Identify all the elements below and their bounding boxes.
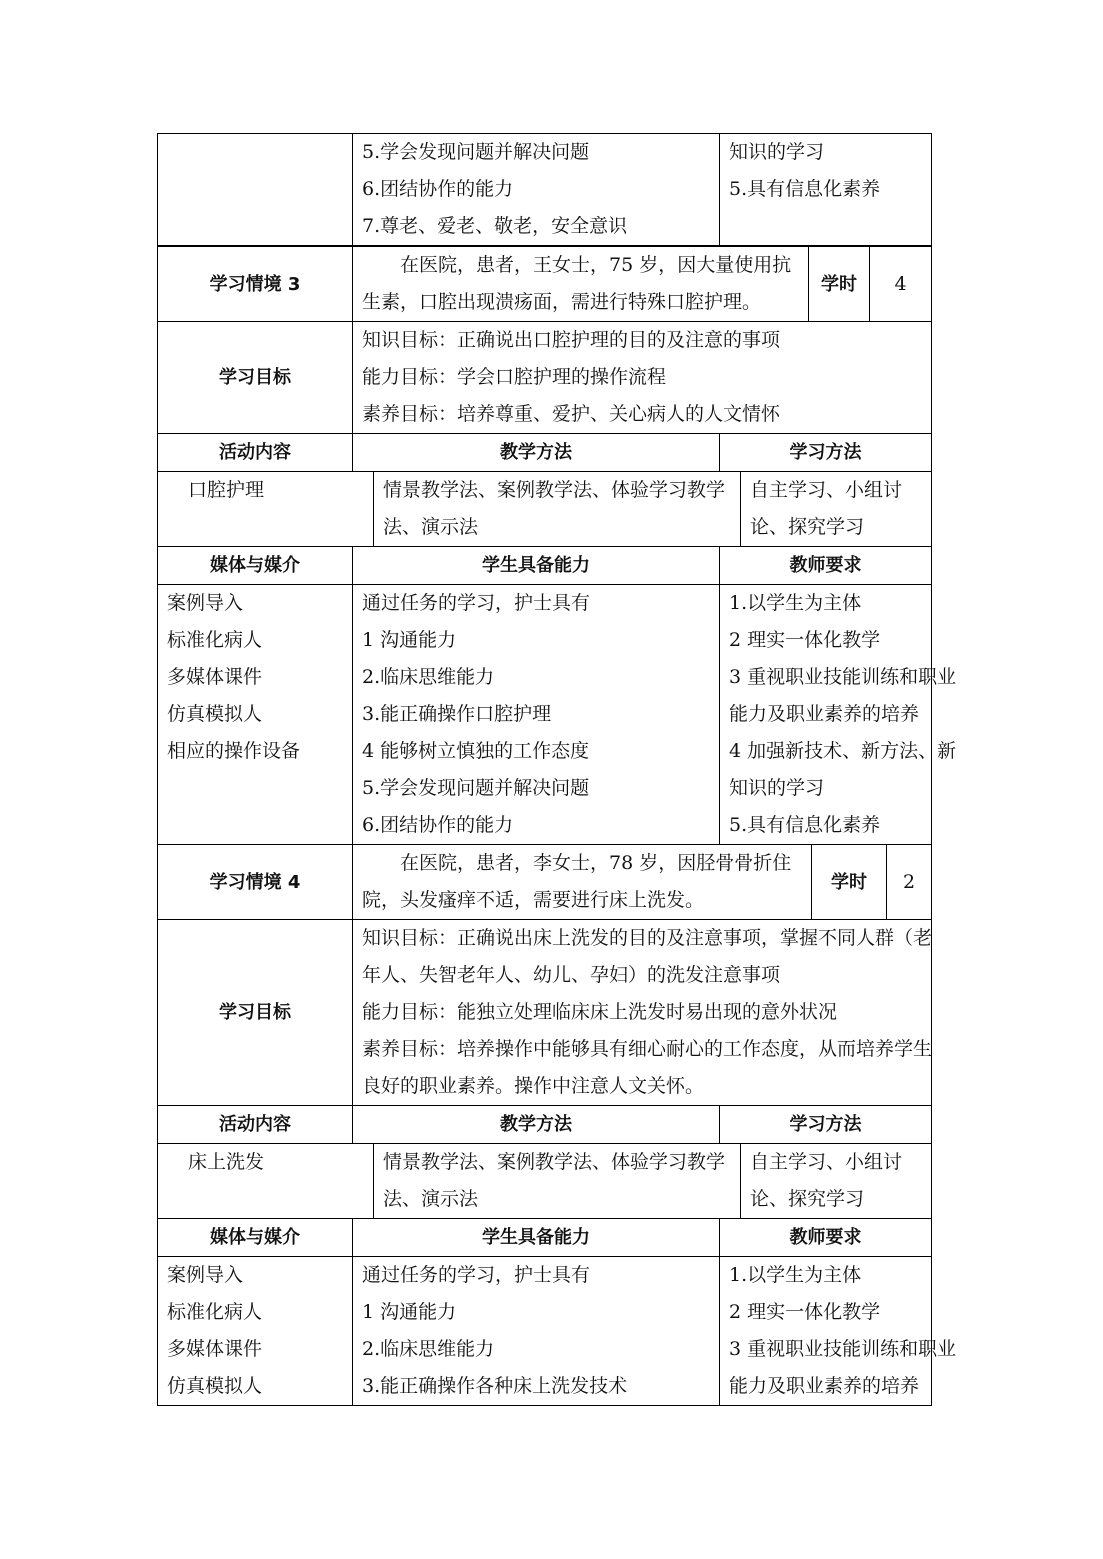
s3-learn: 自主学习、小组讨论、探究学习	[741, 472, 932, 547]
teacher-line: 4 加强新技术、新方法、新	[729, 740, 957, 762]
s4-hours: 2	[887, 845, 932, 920]
ability-line: 3.能正确操作各种床上洗发技术	[362, 1375, 628, 1397]
media-item: 仿真模拟人	[167, 1375, 263, 1397]
ability-line: 5.学会发现问题并解决问题	[362, 141, 590, 163]
continuation-abilities	[353, 134, 720, 246]
teacher-line: 5.具有信息化素养	[729, 814, 881, 836]
teacher-line: 能力及职业素养的培养	[729, 1375, 920, 1397]
s3-goals	[353, 322, 932, 434]
media-item: 案例导入	[167, 1264, 244, 1286]
teacher-line: 2 理实一体化教学	[729, 1301, 881, 1323]
teacher-line: 知识的学习	[729, 777, 825, 799]
s4-activity-header	[157, 1105, 932, 1143]
teacher-line: 3 重视职业技能训练和职业	[729, 666, 957, 688]
teacher-line: 知识的学习	[729, 141, 825, 163]
s4-goals	[353, 920, 932, 1106]
media-item: 仿真模拟人	[167, 703, 263, 725]
media-item: 多媒体课件	[167, 1338, 263, 1360]
s3-activity-row	[157, 471, 932, 546]
teacher-line: 能力及职业素养的培养	[729, 703, 920, 725]
ability-line: 6.团结协作的能力	[362, 814, 514, 836]
goal-line: 能力目标：能独立处理临床床上洗发时易出现的意外状况	[362, 1001, 838, 1023]
ability-line: 4 能够树立慎独的工作态度	[362, 740, 590, 762]
s4-media-row	[157, 1256, 957, 1405]
goal-line: 素养目标：培养尊重、爱护、关心病人的人文情怀	[362, 403, 781, 425]
goal-line: 年人、失智老年人、幼儿、孕妇）的洗发注意事项	[362, 964, 781, 986]
header-ability: 学生具备能力	[353, 1219, 720, 1257]
s3-hours-label: 学时	[809, 247, 870, 322]
ability-line: 2.临床思维能力	[362, 666, 495, 688]
ability-line: 6.团结协作的能力	[362, 178, 514, 200]
media-item: 标准化病人	[167, 1301, 263, 1323]
teacher-line: 3 重视职业技能训练和职业	[729, 1338, 957, 1360]
s3-scenario	[353, 247, 809, 322]
continuation-row	[157, 133, 932, 246]
header-media: 媒体与媒介	[158, 547, 353, 585]
s3-activity-header	[157, 433, 932, 471]
s3-method: 情景教学法、案例教学法、体验学习教学法、演示法	[374, 472, 741, 547]
s4-activity: 床上洗发	[158, 1144, 374, 1219]
ability-line: 5.学会发现问题并解决问题	[362, 777, 590, 799]
s3-abilities	[353, 585, 720, 845]
header-teacher: 教师要求	[720, 1219, 932, 1257]
s4-hours-label: 学时	[812, 845, 887, 920]
continuation-teacher	[720, 134, 932, 246]
teacher-line: 1.以学生为主体	[729, 592, 862, 614]
ability-line: 1 沟通能力	[362, 1301, 457, 1323]
s4-scenario-row	[157, 844, 932, 919]
ability-line: 通过任务的学习，护士具有	[362, 592, 591, 614]
goal-line: 知识目标：正确说出床上洗发的目的及注意事项，掌握不同人群（老	[362, 927, 933, 949]
media-item: 标准化病人	[167, 629, 263, 651]
goal-line: 良好的职业素养。操作中注意人文关怀。	[362, 1075, 705, 1097]
ability-line: 7.尊老、爱老、敬老，安全意识	[362, 215, 628, 237]
teacher-line: 5.具有信息化素养	[729, 178, 881, 200]
s3-media-row	[157, 584, 957, 844]
header-learn: 学习方法	[720, 1106, 932, 1144]
s4-abilities	[353, 1257, 720, 1406]
empty-cell	[158, 134, 353, 246]
s3-media	[158, 585, 353, 845]
goal-line: 能力目标：学会口腔护理的操作流程	[362, 366, 667, 388]
header-activity: 活动内容	[158, 434, 353, 472]
s3-goal-label: 学习目标	[158, 322, 353, 434]
media-item: 相应的操作设备	[167, 740, 301, 762]
s4-goals-row	[157, 919, 932, 1105]
s4-teacher	[720, 1257, 957, 1406]
header-method: 教学方法	[353, 434, 720, 472]
media-item: 多媒体课件	[167, 666, 263, 688]
goal-line: 知识目标：正确说出口腔护理的目的及注意的事项	[362, 329, 781, 351]
ability-line: 3.能正确操作口腔护理	[362, 703, 552, 725]
s4-scenario	[353, 845, 812, 920]
s4-media	[158, 1257, 353, 1406]
s3-activity: 口腔护理	[158, 472, 374, 547]
ability-line: 1 沟通能力	[362, 629, 457, 651]
s3-hours: 4	[870, 247, 932, 322]
s3-scenario-text: 在医院，患者，王女士，75 岁，因大量使用抗生素，口腔出现溃疡面，需进行特殊口腔护理。	[362, 254, 792, 313]
header-teacher: 教师要求	[720, 547, 932, 585]
teacher-line: 2 理实一体化教学	[729, 629, 881, 651]
s4-media-header	[157, 1218, 932, 1256]
s4-activity-row	[157, 1143, 932, 1218]
header-activity: 活动内容	[158, 1106, 353, 1144]
ability-line: 通过任务的学习，护士具有	[362, 1264, 591, 1286]
s3-goals-row	[157, 321, 932, 433]
header-media: 媒体与媒介	[158, 1219, 353, 1257]
s4-scenario-text: 在医院，患者，李女士，78 岁，因胫骨骨折住院，头发瘙痒不适，需要进行床上洗发。	[362, 852, 792, 911]
s4-learn: 自主学习、小组讨论、探究学习	[741, 1144, 932, 1219]
s4-method: 情景教学法、案例教学法、体验学习教学法、演示法	[374, 1144, 741, 1219]
s3-scenario-row	[157, 246, 932, 321]
media-item: 案例导入	[167, 592, 244, 614]
header-ability: 学生具备能力	[353, 547, 720, 585]
goal-line: 素养目标：培养操作中能够具有细心耐心的工作态度，从而培养学生	[362, 1038, 933, 1060]
s4-label: 学习情境 4	[158, 845, 353, 920]
s3-media-header	[157, 546, 932, 584]
s4-goal-label: 学习目标	[158, 920, 353, 1106]
header-learn: 学习方法	[720, 434, 932, 472]
ability-line: 2.临床思维能力	[362, 1338, 495, 1360]
s3-teacher	[720, 585, 957, 845]
s3-label: 学习情境 3	[158, 247, 353, 322]
teacher-line: 1.以学生为主体	[729, 1264, 862, 1286]
header-method: 教学方法	[353, 1106, 720, 1144]
